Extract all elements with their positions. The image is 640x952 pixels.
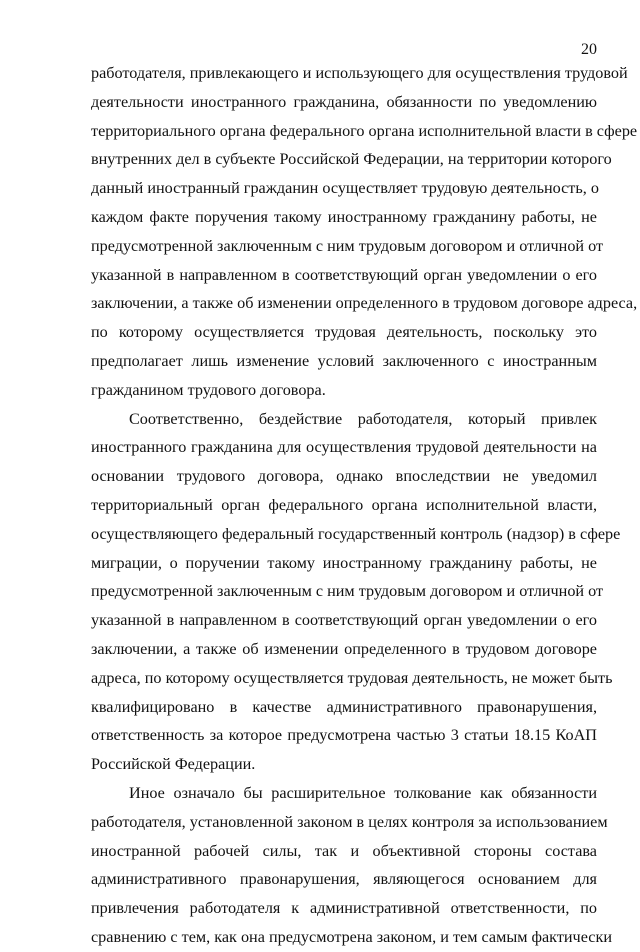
paragraph-3	[91, 779, 613, 952]
text-line: данный иностранный гражданин осуществляет трудовую деятельность, о	[91, 179, 599, 198]
paragraph-2	[91, 405, 621, 779]
text-line: основании трудового договора, однако впоследствии не уведомил	[91, 467, 597, 486]
text-line: работодателя, привлекающего и использующего для осуществления трудовой	[91, 64, 628, 82]
text-line: деятельности иностранного гражданина, обязанности по уведомлению	[91, 92, 597, 111]
text-line: работодателя, установленной законом в целях контроля за использованием	[91, 812, 608, 831]
text-line: предполагает лишь изменение условий заключенного с иностранным	[91, 351, 597, 370]
text-line: указанной в направленном в соответствующий орган уведомлении о его	[91, 611, 597, 630]
text-line: указанной в направленном в соответствующий орган уведомлении о его	[91, 265, 597, 284]
text-line: иностранной рабочей силы, так и объективной стороны состава	[91, 841, 597, 860]
text-line: привлечения работодателя к административной ответственности, по	[91, 899, 597, 918]
text-line: по которому осуществляется трудовая деятельность, поскольку это	[91, 323, 597, 342]
text-line: Соответственно, бездействие работодателя, который привлек	[129, 409, 597, 428]
text-line: внутренних дел в субъекте Российской Федерации, на территории которого	[91, 150, 612, 169]
document-body	[91, 59, 638, 952]
text-line: миграции, о поручении такому иностранному гражданину работы, не	[91, 553, 597, 572]
paragraph-1	[91, 59, 638, 405]
text-line: каждом факте поручения такому иностранному гражданину работы, не	[91, 207, 597, 226]
text-line: предусмотренной заключенным с ним трудовым договором и отличной от	[91, 236, 604, 255]
text-line: административного правонарушения, являющегося основанием для	[91, 870, 597, 889]
text-line: осуществляющего федеральный государственный контроль (надзор) в сфере	[91, 524, 621, 543]
text-line: ответственность за которое предусмотрена частью 3 статьи 18.15 КоАП	[91, 726, 597, 745]
text-line: иностранного гражданина для осуществления трудовой деятельности на	[91, 438, 597, 457]
page-number: 20	[581, 41, 597, 58]
text-line: заключении, а также об изменении определенного в трудовом договоре	[91, 639, 597, 658]
text-line: заключении, а также об изменении определенного в трудовом договоре адреса,	[91, 294, 638, 313]
text-line: гражданином трудового договора.	[91, 380, 326, 399]
text-line: квалифицировано в качестве административного правонарушения,	[91, 697, 597, 716]
text-line: адреса, по которому осуществляется трудовая деятельность, не может быть	[91, 668, 613, 687]
text-line: территориального органа федерального органа исполнительной власти в сфере	[91, 121, 638, 140]
text-line: Российской Федерации.	[91, 755, 256, 774]
text-line: Иное означало бы расширительное толкование как обязанности	[129, 783, 597, 802]
text-line: предусмотренной заключенным с ним трудовым договором и отличной от	[91, 582, 604, 601]
text-line: территориальный орган федерального органа исполнительной власти,	[91, 495, 597, 514]
text-line: сравнению с тем, как она предусмотрена законом, и тем самым фактически	[91, 927, 613, 946]
